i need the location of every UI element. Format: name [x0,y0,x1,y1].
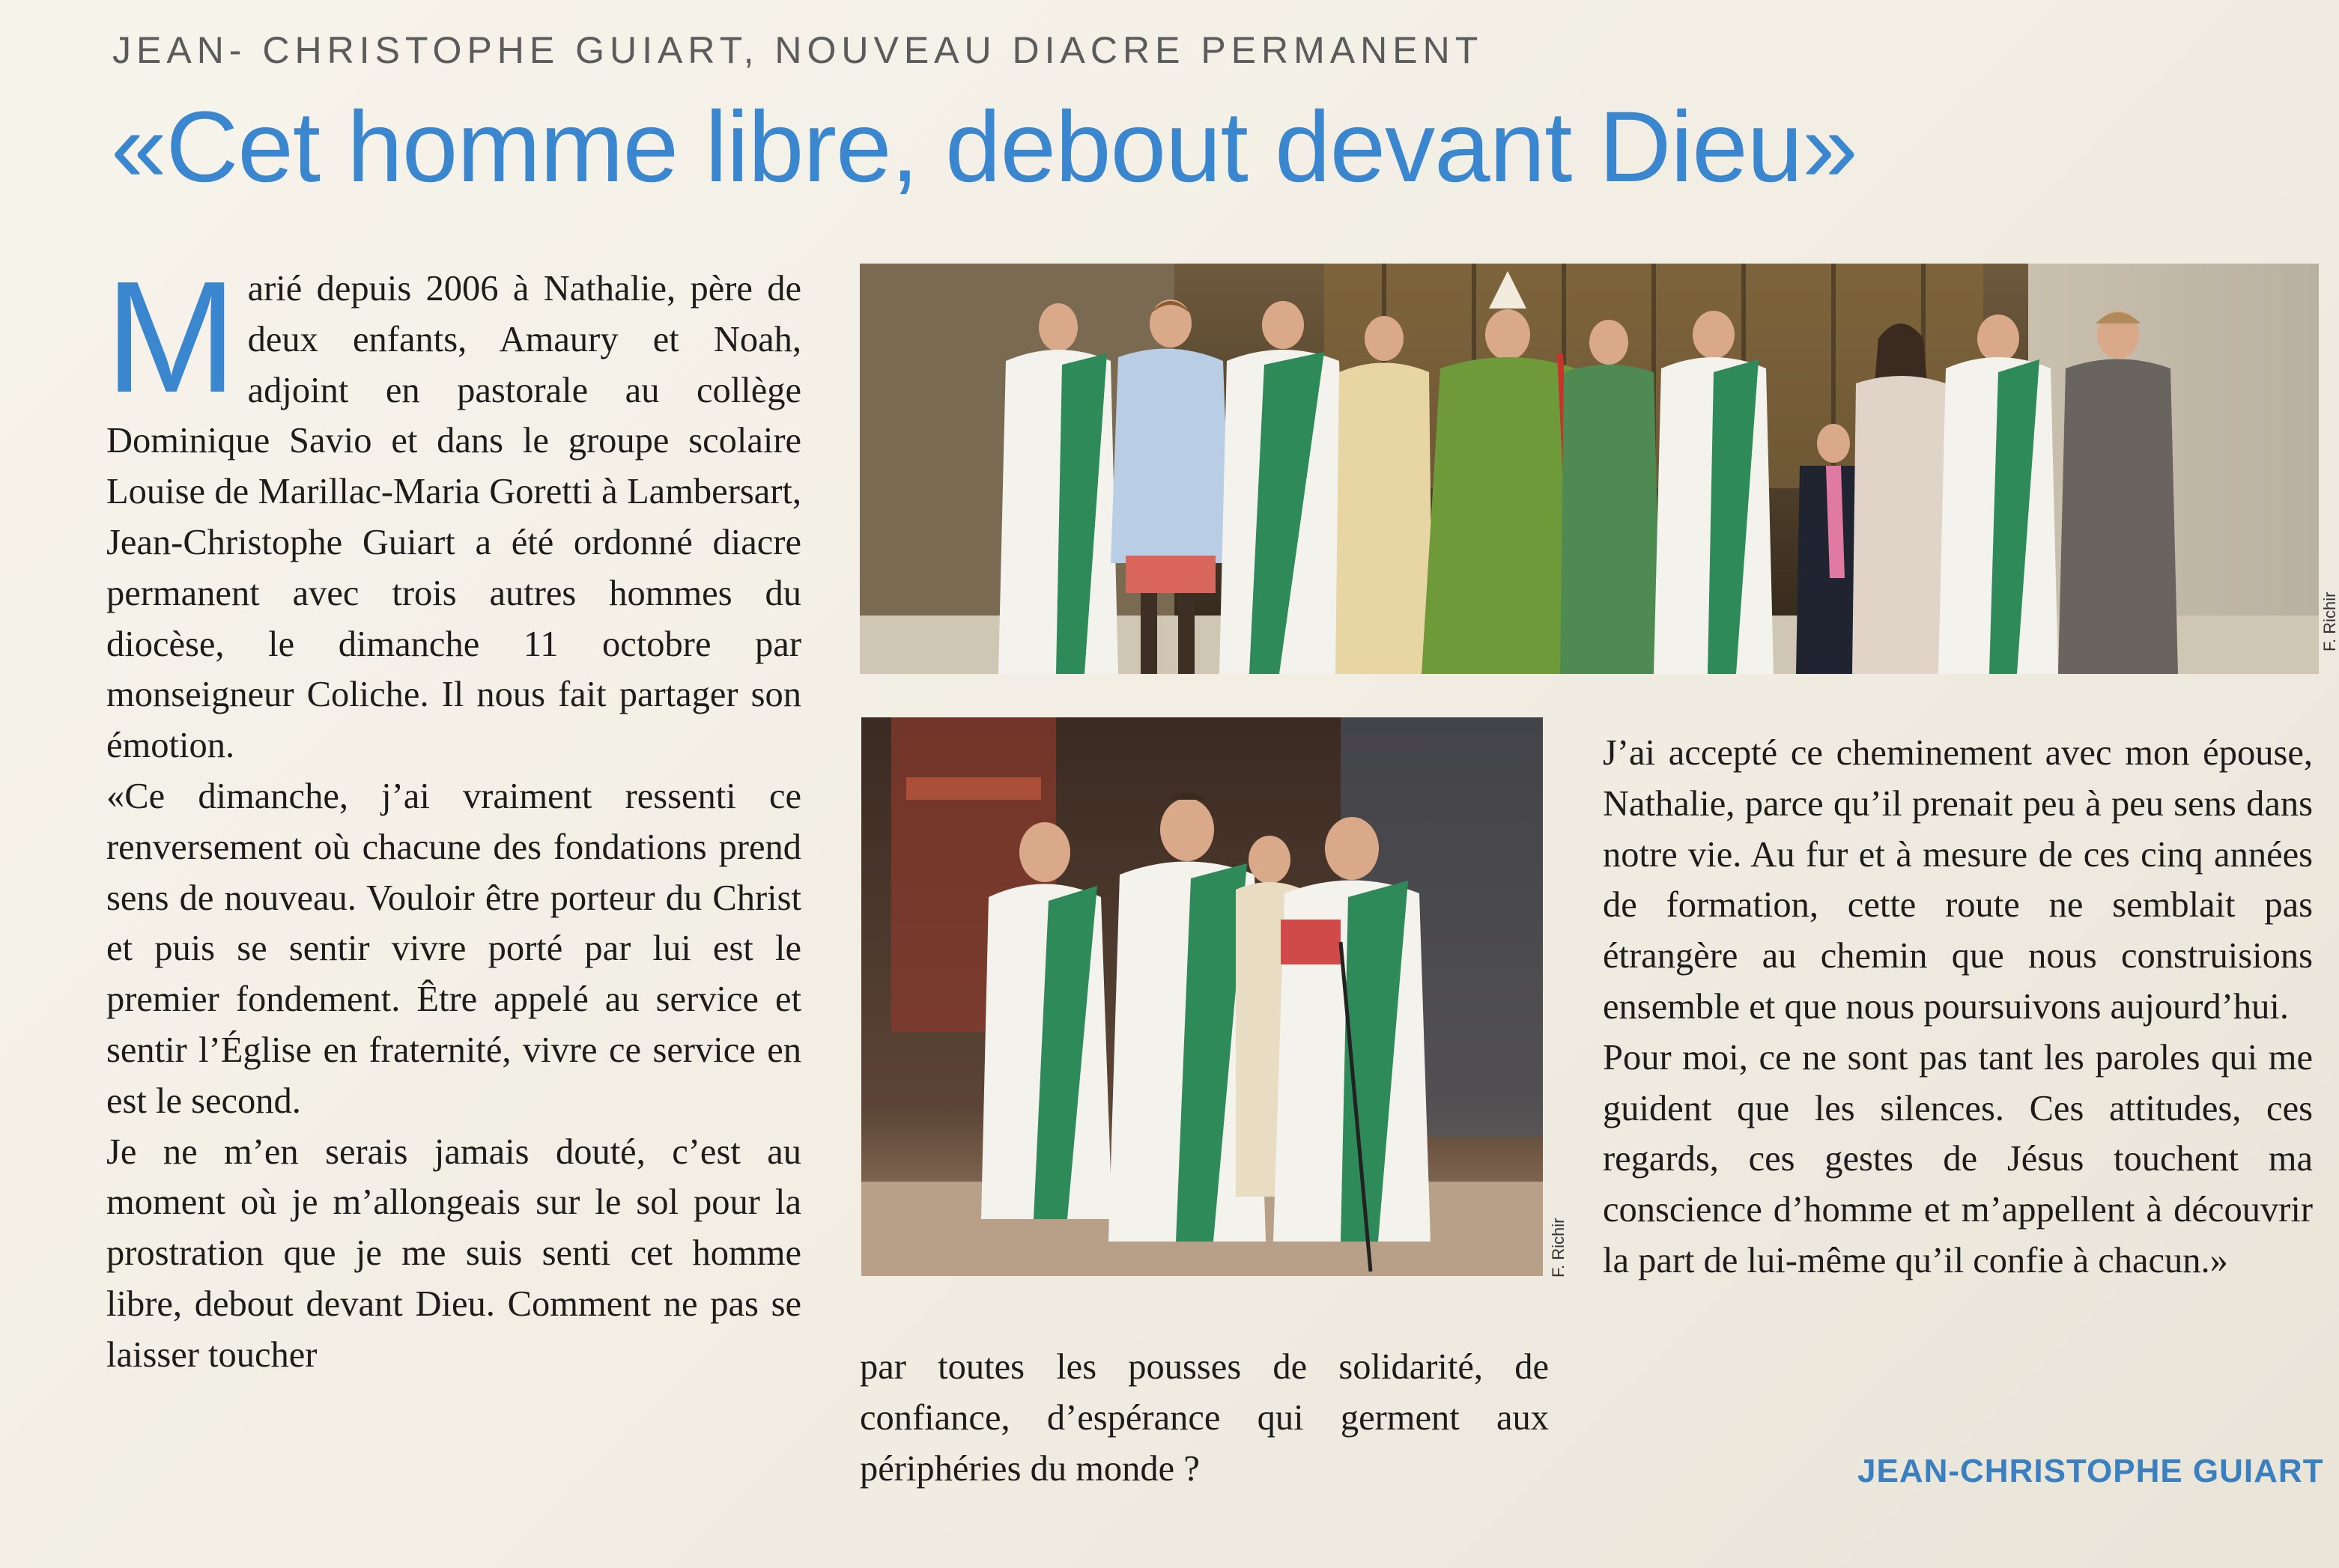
article-column-3 [1603,728,2313,1286]
drop-cap: M [105,248,237,425]
intro-paragraph [105,248,801,771]
group-photo [860,264,2319,674]
column-2-text: par toutes les pousses de solidarité, de confiance, d’espérance qui germent aux périphéries du monde ? [860,1347,1549,1489]
group-photo-illustration [860,264,2319,674]
author-byline: JEAN-CHRISTOPHE GUIART [1857,1453,2324,1489]
quote-paragraph-2: Je ne m’en serais jamais douté, c’est au moment où je m’allongeais sur le sol pour la prostration que je me suis senti cet homme libre, debout devant Dieu. Comment ne pas se laisser toucher [106,1131,801,1375]
column-3-paragraph-2: Pour moi, ce ne sont pas tant les paroles qui me guident que les silences. Ces attitudes, ces regards, ces gestes de Jésus touchent ma conscience d’homme et m’appellent à découvrir la part de lui-même qu’il confie à chacun.» [1603,1037,2313,1280]
bottom-photo-credit: F. Richir [1549,1218,1568,1277]
quote-paragraph-1: «Ce dimanche, j’ai vraiment ressenti ce renversement où chacune des fondations prend sens de nouveau. Vouloir être porteur du Christ et puis se sentir vivre porté par lui est le premier fondement. Être appelé au service et sentir l’Église en fraternité, vivre ce service en est le second. [106,776,801,1121]
article-headline: «Cet homme libre, debout devant Dieu» [111,91,1857,203]
article-kicker: JEAN- CHRISTOPHE GUIART, NOUVEAU DIACRE PERMANENT [112,29,1484,71]
top-photo-credit: F. Richir [2320,592,2339,651]
article-column-1 [105,248,801,1381]
column-3-paragraph-1: J’ai accepté ce cheminement avec mon épouse, Nathalie, parce qu’il prenait peu à peu sens dans notre vie. Au fur et à mesure de ces cinq années de formation, cette route ne semblait pas étrangère au chemin que nous construisions ensemble et que nous poursuivons aujourd’hui. [1603,733,2313,1027]
deacons-photo [861,717,1543,1276]
deacons-photo-illustration [861,717,1543,1276]
intro-text: arié depuis 2006 à Nathalie, père de deux enfants, Amaury et Noah, adjoint en pastorale au collège Dominique Savio et dans le groupe scolaire Louise de Marillac-Maria Goretti à Lambersart, Jean-Christophe Guiart a été ordonné diacre permanent avec trois autres hommes du diocèse, le dimanche 11 octobre par monseigneur Coliche. Il nous fait partager son émotion. [106,269,801,766]
article-column-2 [860,1342,1549,1494]
